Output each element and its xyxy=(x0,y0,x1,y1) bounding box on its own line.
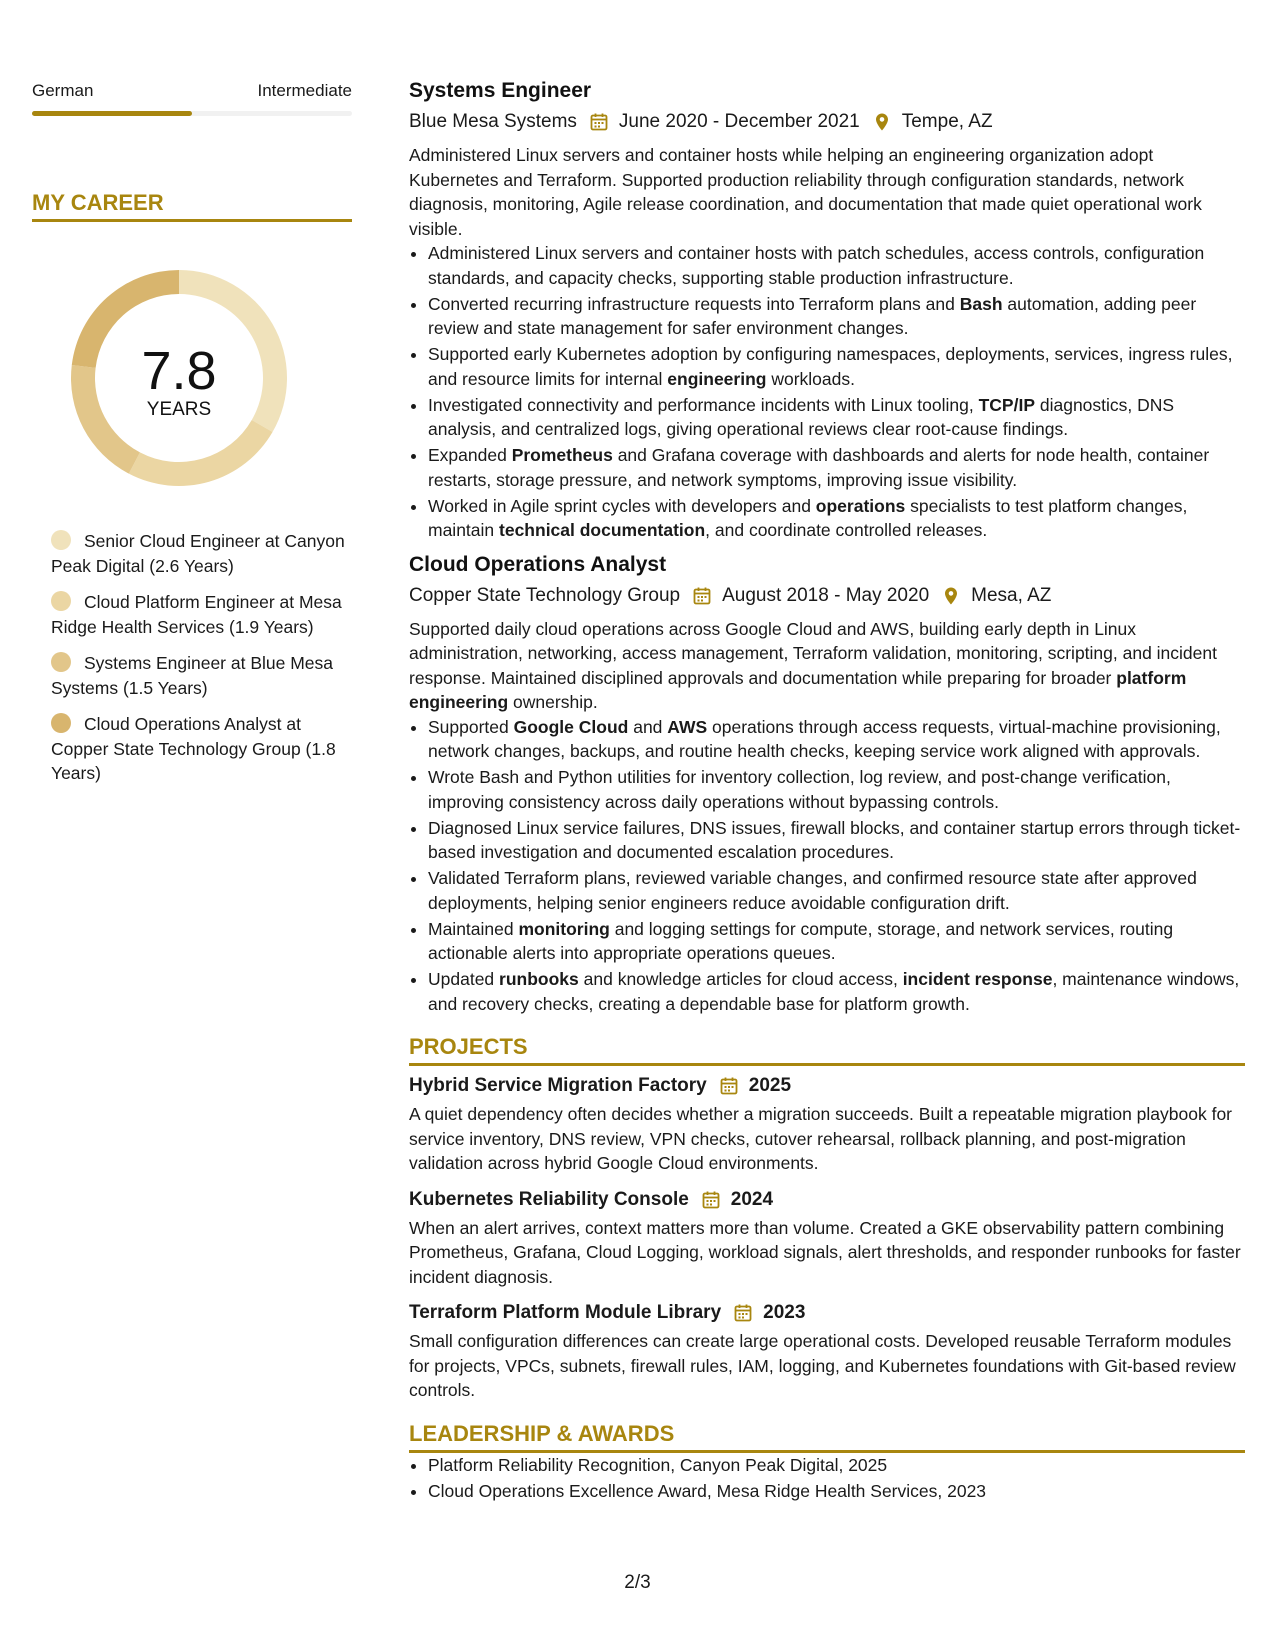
job-bullet: • Supported early Kubernetes adoption by configuring namespaces, deployments, services, ingress rules, and resource limits for internal engineering workloads. xyxy=(428,342,1245,391)
job-bullet: • Updated runbooks and knowledge articles for cloud access, incident response, maintenance windows, and recovery checks, creating a dependable base for platform growth. xyxy=(428,967,1245,1016)
awards-list xyxy=(409,1453,1245,1504)
donut-segment-2 xyxy=(129,420,273,486)
location-pin-icon xyxy=(872,112,892,132)
page-number: 2/3 xyxy=(624,1572,651,1593)
sidebar xyxy=(32,80,352,798)
project-title: Terraform Platform Module Library xyxy=(409,1302,722,1323)
job-bullet: • Worked in Agile sprint cycles with developers and operations specialists to test platform changes, maintain technical documentation, and coordinate controlled releases. xyxy=(428,494,1245,543)
calendar-icon xyxy=(719,1076,739,1096)
job-bullet: • Diagnosed Linux service failures, DNS issues, firewall blocks, and container startup errors through ticket-based investigation and documented escalation procedures. xyxy=(428,816,1245,865)
job-bullet: • Validated Terraform plans, reviewed variable changes, and confirmed resource state after approved deployments, helping senior engineers reduce avoidable configuration drift. xyxy=(428,866,1245,915)
language-row xyxy=(32,80,352,102)
award-item: • Cloud Operations Excellence Award, Mesa Ridge Health Services, 2023 xyxy=(428,1479,1245,1504)
project-description: Small configuration differences can create large operational costs. Developed reusable Terraform modules for projects, VPCs, subnets, firewall rules, IAM, logging, and Kubernetes foundations with Git-based review controls. xyxy=(409,1331,1236,1400)
legend-dot xyxy=(51,530,71,550)
job-summary: Administered Linux servers and container hosts while helping an engineering organization adopt Kubernetes and Terraform. Supported production reliability through configuration standards, network diagnosis, monitoring, Agile release coordination, and documentation that made quiet operational work visible. xyxy=(409,145,1202,239)
main-content xyxy=(409,78,1245,1505)
career-legend xyxy=(32,529,352,786)
legend-item xyxy=(51,712,352,786)
legend-dot xyxy=(51,713,71,733)
awards-heading: LEADERSHIP & AWARDS xyxy=(409,1421,1245,1453)
project-description: A quiet dependency often decides whether a migration succeeds. Built a repeatable migration playbook for service inventory, DNS review, VPN checks, cutover rehearsal, rollback planning, and post-migration validation across hybrid Google Cloud environments. xyxy=(409,1104,1233,1173)
award-item: • Platform Reliability Recognition, Canyon Peak Digital, 2025 xyxy=(428,1453,1245,1478)
calendar-icon xyxy=(692,586,712,606)
job-bullets xyxy=(409,715,1245,1017)
legend-label: Cloud Platform Engineer at Mesa Ridge Health Services (1.9 Years) xyxy=(51,592,342,637)
job-title: Systems Engineer xyxy=(409,79,592,102)
project-year: 2025 xyxy=(748,1075,792,1096)
job-dates: June 2020 - December 2021 xyxy=(618,111,860,132)
language-level: Intermediate xyxy=(257,81,352,100)
calendar-icon xyxy=(733,1303,753,1323)
job-entry xyxy=(409,552,1245,1017)
career-total-years: 7.8 xyxy=(141,341,217,401)
job-summary: Supported daily cloud operations across Google Cloud and AWS, building early depth in Linux administration, networking, access management, Terraform validation, monitoring, scripting, and incident response. Maintained disciplined approvals and documentation while preparing for broader platform engineering ownership. xyxy=(409,618,1217,712)
legend-item xyxy=(51,529,352,578)
language-proficiency-bar xyxy=(32,111,352,116)
job-title: Cloud Operations Analyst xyxy=(409,552,667,576)
career-heading: MY CAREER xyxy=(32,190,352,222)
job-location: Tempe, AZ xyxy=(901,111,993,132)
job-bullet: • Maintained monitoring and logging settings for compute, storage, and network services, routing actionable alerts into appropriate operations queues. xyxy=(428,917,1245,966)
job-bullet: • Administered Linux servers and container hosts with patch schedules, access controls, configuration standards, and capacity checks, supporting stable production infrastructure. xyxy=(428,241,1245,290)
project-title: Hybrid Service Migration Factory xyxy=(409,1075,707,1096)
job-bullet: • Wrote Bash and Python utilities for inventory collection, log review, and post-change verification, improving consistency across daily operations without bypassing controls. xyxy=(428,765,1245,814)
legend-label: Systems Engineer at Blue Mesa Systems (1.5 Years) xyxy=(51,653,334,698)
legend-label: Cloud Operations Analyst at Copper State Technology Group (1.8 Years) xyxy=(51,714,336,783)
job-dates: August 2018 - May 2020 xyxy=(722,584,930,606)
project-description: When an alert arrives, context matters more than volume. Created a GKE observability pattern combining Prometheus, Grafana, Cloud Logging, workload signals, alert thresholds, and responder runbooks for faster incident diagnosis. xyxy=(409,1217,1241,1287)
projects-heading: PROJECTS xyxy=(409,1034,1245,1066)
job-bullets xyxy=(409,241,1245,543)
project-year: 2024 xyxy=(730,1188,774,1210)
project-entry xyxy=(409,1301,1245,1403)
legend-dot xyxy=(51,652,71,672)
legend-item xyxy=(51,651,352,700)
calendar-icon xyxy=(701,1190,721,1210)
job-bullet: • Expanded Prometheus and Grafana coverage with dashboards and alerts for node health, container restarts, storage pressure, and network symptoms, improving issue visibility. xyxy=(428,443,1245,492)
career-total-unit: YEARS xyxy=(146,399,212,420)
legend-label: Senior Cloud Engineer at Canyon Peak Digital (2.6 Years) xyxy=(51,531,345,576)
language-name: German xyxy=(32,81,94,100)
job-bullet: • Converted recurring infrastructure requests into Terraform plans and Bash automation, adding peer review and state management for safer environment changes. xyxy=(428,292,1245,341)
project-title-row xyxy=(409,1188,1245,1212)
job-bullet: • Supported Google Cloud and AWS operations through access requests, virtual-machine provisioning, network changes, backups, and routine health checks, keeping service work aligned with approvals. xyxy=(428,715,1245,764)
job-meta xyxy=(409,584,1245,608)
language-proficiency-fill xyxy=(32,111,192,116)
project-title-row xyxy=(409,1301,1245,1325)
job-bullet: • Investigated connectivity and performance incidents with Linux tooling, TCP/IP diagnostics, DNS analysis, and centralized logs, giving operational reviews clear root-cause findings. xyxy=(428,393,1245,442)
project-year: 2023 xyxy=(763,1302,806,1323)
project-title-row xyxy=(409,1074,1245,1098)
job-entry xyxy=(409,78,1245,543)
location-pin-icon xyxy=(941,586,961,606)
project-entry xyxy=(409,1188,1245,1290)
job-company: Copper State Technology Group xyxy=(409,584,681,606)
calendar-icon xyxy=(589,112,609,132)
career-donut-chart xyxy=(66,265,292,491)
project-title: Kubernetes Reliability Console xyxy=(409,1188,689,1210)
job-meta xyxy=(409,110,1245,134)
job-location: Mesa, AZ xyxy=(971,584,1052,606)
legend-dot xyxy=(51,591,71,611)
job-company: Blue Mesa Systems xyxy=(409,111,577,132)
legend-item xyxy=(51,590,352,639)
project-entry xyxy=(409,1074,1245,1176)
donut-center xyxy=(66,265,292,421)
